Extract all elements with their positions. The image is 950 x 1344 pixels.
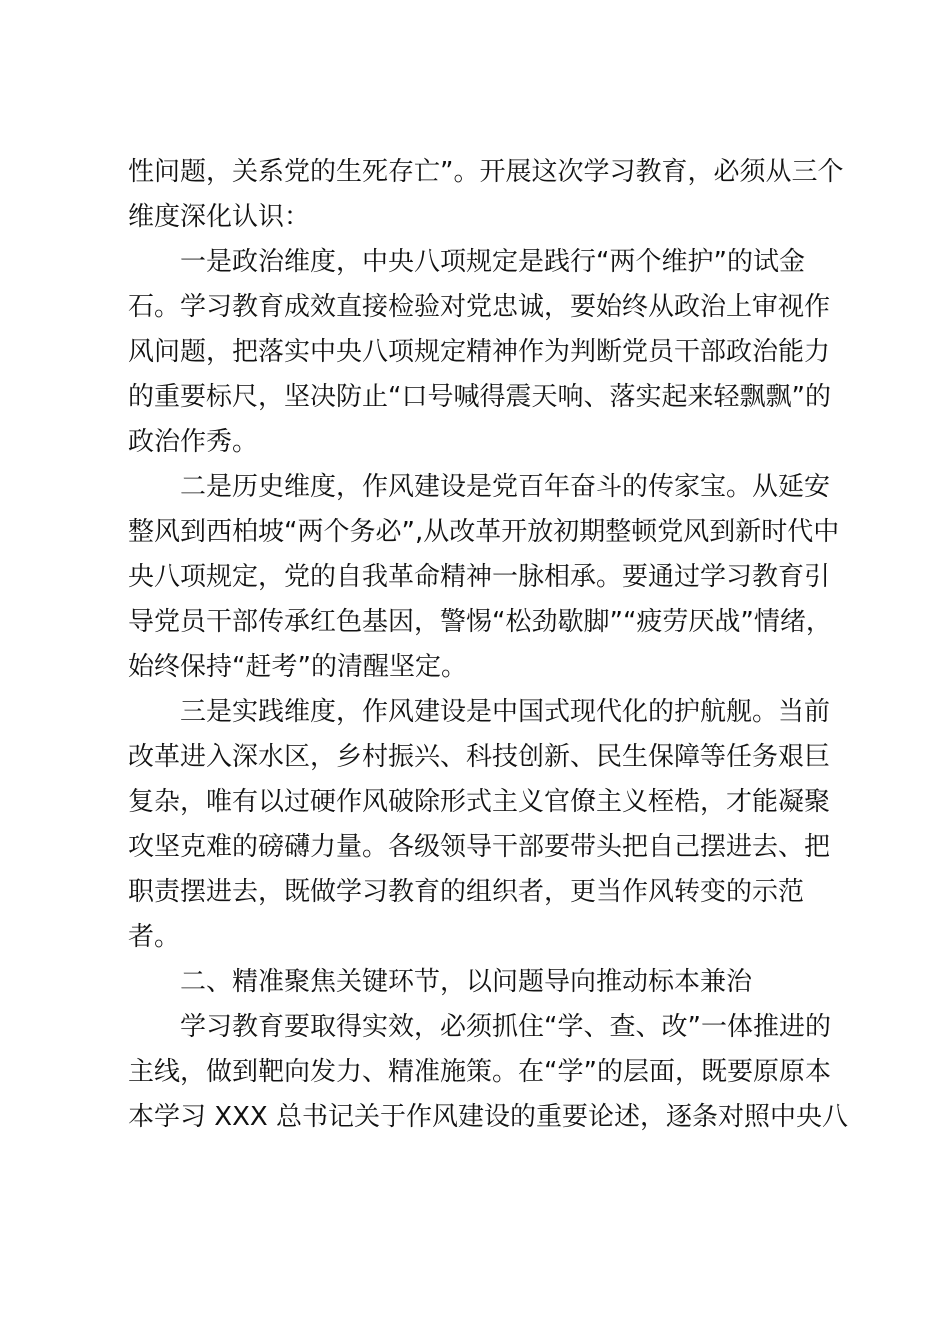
paragraph-start-line: 三是实践维度，作风建设是中国式现代化的护航舰。当前 — [180, 697, 831, 727]
text-line: 政治作秀。 — [128, 427, 259, 457]
paragraph-start-line: 二是历史维度，作风建设是党百年奋斗的传家宝。从延安 — [180, 472, 831, 502]
paragraph-start-line: 一是政治维度，中央八项规定是践行“两个维护”的试金 — [180, 247, 805, 277]
text-line: 性问题，关系党的生死存亡”。开展这次学习教育，必须从三个 — [128, 157, 844, 187]
text-line: 主线，做到靶向发力、精准施策。在“学”的层面，既要原原本 — [128, 1057, 831, 1087]
text-line: 的重要标尺，坚决防止“口号喊得震天响、落实起来轻飘飘”的 — [128, 382, 831, 412]
text-line: 导党员干部传承红色基因，警惕“松劲歇脚”“疲劳厌战”情绪， — [128, 607, 832, 637]
document-body — [128, 150, 848, 1140]
text-line: 职责摆进去，既做学习教育的组织者，更当作风转变的示范 — [128, 877, 805, 907]
text-line: 整风到西柏坡“两个务必”,从改革开放初期整顿党风到新时代中 — [128, 517, 840, 547]
text-line: 风问题，把落实中央八项规定精神作为判断党员干部政治能力 — [128, 337, 831, 367]
text-line: 维度深化认识： — [128, 202, 311, 232]
text-line: 复杂，唯有以过硬作风破除形式主义官僚主义桎梏，才能凝聚 — [128, 787, 831, 817]
text-line: 者。 — [128, 922, 181, 952]
text-line: 石。学习教育成效直接检验对党忠诚，要始终从政治上审视作 — [128, 292, 831, 322]
text-line: 本学习 XXX 总书记关于作风建设的重要论述，逐条对照中央八 — [128, 1102, 848, 1132]
text-line: 攻坚克难的磅礴力量。各级领导干部要带头把自己摆进去、把 — [128, 832, 831, 862]
text-line: 央八项规定，党的自我革命精神一脉相承。要通过学习教育引 — [128, 562, 831, 592]
paragraph-start-line: 学习教育要取得实效，必须抓住“学、查、改”一体推进的 — [180, 1012, 831, 1042]
section-heading: 二、精准聚焦关键环节，以问题导向推动标本兼治 — [180, 967, 753, 997]
text-line: 始终保持“赶考”的清醒坚定。 — [128, 652, 467, 682]
text-line: 改革进入深水区，乡村振兴、科技创新、民生保障等任务艰巨 — [128, 742, 831, 772]
